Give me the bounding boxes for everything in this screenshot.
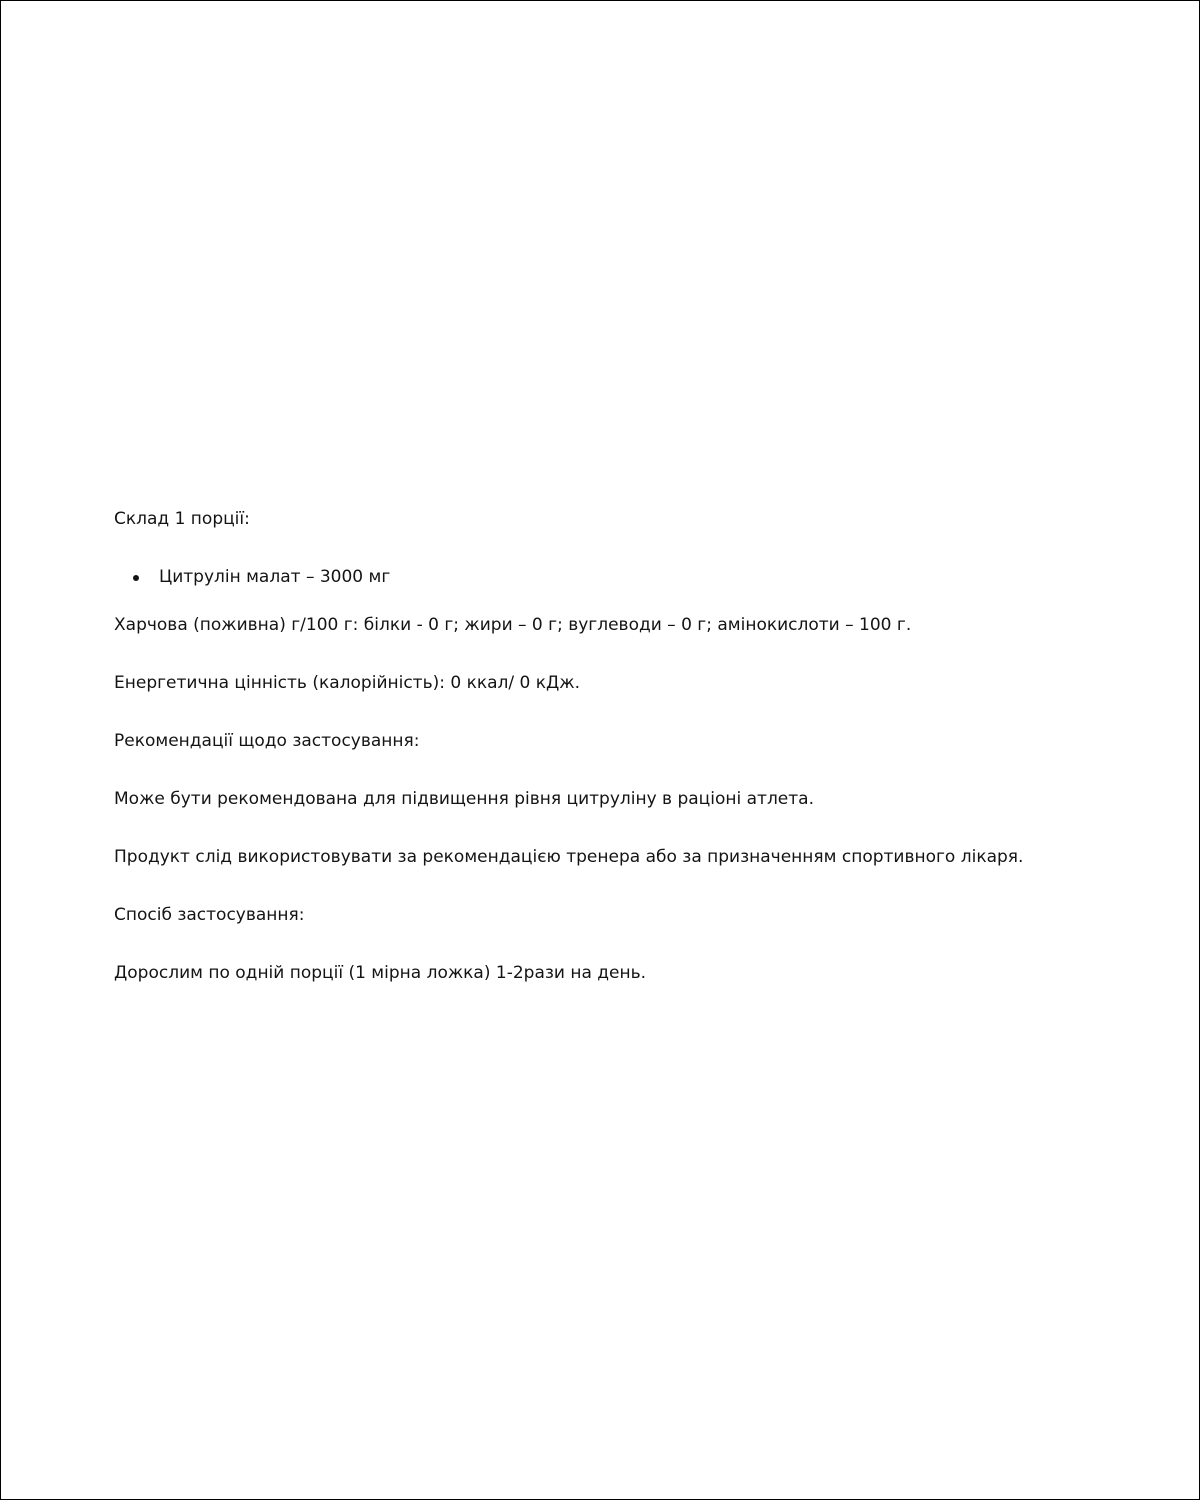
- recommendation-text-2: Продукт слід використовувати за рекомендацією тренера або за призначенням спортивного лікаря.: [114, 847, 1024, 867]
- usage-heading: Спосіб застосування:: [114, 905, 305, 925]
- nutrition-info: Харчова (поживна) г/100 г: білки - 0 г; жири – 0 г; вуглеводи – 0 г; амінокислоти – 100 г.: [114, 615, 912, 635]
- composition-heading: Склад 1 порції:: [114, 509, 250, 529]
- list-item: [114, 565, 1114, 589]
- bullet-icon: [133, 575, 139, 581]
- ingredients-list: [114, 565, 1114, 589]
- recommendations-heading: Рекомендації щодо застосування:: [114, 731, 420, 751]
- ingredient-text: Цитрулін малат – 3000 мг: [159, 567, 391, 587]
- document-content: [114, 507, 1114, 985]
- recommendation-text-1: Може бути рекомендована для підвищення рівня цитруліну в раціоні атлета.: [114, 789, 814, 809]
- usage-text: Дорослим по одній порції (1 мірна ложка) 1-2рази на день.: [114, 963, 647, 983]
- energy-info: Енергетична цінність (калорійність): 0 ккал/ 0 кДж.: [114, 673, 581, 693]
